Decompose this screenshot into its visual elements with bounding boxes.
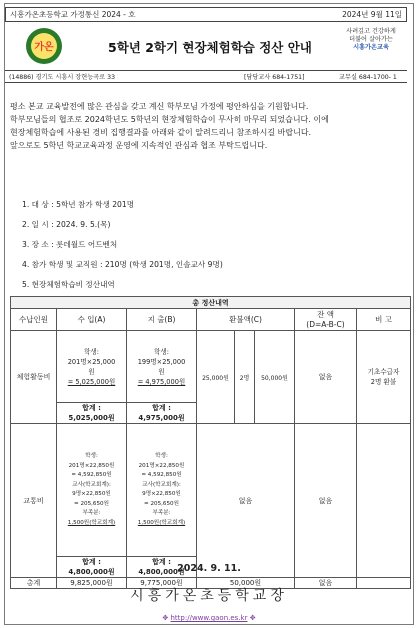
line: = 4,592,850원	[141, 472, 182, 478]
school-principal-signature: 시흥가온초등학교장	[130, 588, 288, 604]
line: 학생:	[154, 347, 169, 356]
newsletter-header	[5, 7, 407, 22]
row-label-activity: 체험활동비	[11, 331, 57, 424]
header-expense: 지 출(B)	[127, 309, 197, 331]
website-url[interactable]: http://www.gaon.es.kr	[170, 614, 248, 622]
document-title: 5학년 2학기 현장체험학습 정산 안내	[108, 40, 312, 55]
line: = 5,025,000원	[67, 377, 116, 386]
line: 9명×22,850원	[142, 491, 181, 497]
line: 학생:	[155, 453, 168, 459]
cell-refund-count: 2명	[235, 331, 255, 424]
line: 원	[158, 367, 165, 376]
header-balance: 잔 액 (D=A-B-C)	[295, 309, 357, 331]
cell-activity-income	[57, 331, 127, 403]
newsletter-number: 시흥가온초등학교 가정통신 2024 - 호	[10, 10, 136, 19]
cell-transport-balance: 없음	[295, 424, 357, 578]
sum-value: 4,975,000원	[138, 414, 185, 422]
line: 201명×25,000	[67, 357, 116, 366]
line: 기초수급자	[367, 368, 400, 376]
cell-activity-expense-sum	[127, 403, 197, 424]
line: 교사(학교회계):	[142, 481, 181, 488]
info-target: 1. 대 상 : 5학년 참가 학생 201명	[22, 200, 135, 209]
line: 부족분:	[152, 510, 171, 516]
intro-line: 평소 본교 교육발전에 많은 관심을 갖고 계신 학부모님 가정에 평안하심을 기원합니다.	[10, 102, 309, 111]
cell-total-balance: 없음	[295, 578, 357, 589]
header-refund: 환불액(C)	[197, 309, 295, 331]
cell-activity-expense	[127, 331, 197, 403]
info-place: 3. 장 소 : 롯데월드 어드벤처	[22, 240, 118, 249]
teacher-contact: [담당교사 684-1751]	[244, 74, 305, 81]
cell-activity-balance: 없음	[295, 331, 357, 424]
newsletter-date: 2024년 9월 11일	[342, 10, 402, 19]
cell-activity-income-sum	[57, 403, 127, 424]
school-logo	[25, 27, 63, 65]
school-slogan	[341, 28, 401, 52]
intro-line: 현장체험학습에 사용된 경비 집행결과를 아래와 같이 알려드리니 참조하시길 바랍니다.	[10, 128, 312, 137]
table-band-title: 총 정산내역	[11, 297, 411, 309]
sum-value: 4,800,000원	[68, 568, 115, 576]
line: 2명 환불	[370, 378, 397, 386]
svg-text:가온: 가온	[34, 42, 54, 53]
line: = 4,975,000원	[137, 377, 186, 386]
info-settlement-heading: 5. 현장체험학습비 정산내역	[22, 280, 115, 289]
cell-refund-total: 50,000원	[255, 331, 295, 424]
cell-activity-note	[357, 331, 411, 424]
slogan-line: 사려깊고 건강하게	[346, 28, 396, 35]
line: 1,500원(학교회계)	[137, 519, 186, 526]
link-bullet-icon: ✥	[247, 614, 256, 622]
sum-label: 합계 :	[82, 558, 101, 566]
header-note: 비 고	[357, 309, 411, 331]
slogan-line: 더불어 살아가는	[349, 36, 393, 43]
issue-date: 2024. 9. 11.	[177, 563, 241, 574]
row-label-total: 총계	[11, 578, 57, 589]
line: 원	[88, 367, 95, 376]
line: 교사(학교회계):	[72, 481, 111, 488]
cell-refund-unit: 25,000원	[197, 331, 235, 424]
header-enrollment: 수납인원	[11, 309, 57, 331]
sum-value: 4,800,000원	[138, 568, 185, 576]
link-bullet-icon: ✥	[162, 614, 171, 622]
settlement-table	[10, 296, 411, 589]
line: 9명×22,850원	[72, 491, 111, 497]
header-income: 수 입(A)	[57, 309, 127, 331]
intro-line: 학부모님들의 협조로 2024학년도 5학년의 현장체험학습이 무사히 마무리 되었습니다. 이에	[10, 115, 329, 124]
info-participants: 4. 참가 학생 및 교직원 : 210명 (학생 201명, 인솔교사 9명)	[22, 260, 223, 269]
sum-label: 합계 :	[152, 404, 171, 412]
line: 201명×22,850원	[138, 462, 185, 469]
sum-label: 합계 :	[152, 558, 171, 566]
cell-transport-expense	[127, 424, 197, 557]
title-row	[5, 24, 407, 68]
cell-transport-refund: 없음	[197, 424, 295, 578]
address-strip	[5, 70, 407, 83]
line: 199명×25,000	[137, 357, 186, 366]
line: = 205,650원	[73, 500, 109, 507]
cell-transport-note	[357, 424, 411, 578]
sum-label: 합계 :	[82, 404, 101, 412]
info-date: 2. 일 시 : 2024. 9. 5.(목)	[22, 220, 111, 229]
office-contact: 교무실 684-1700- 1	[339, 74, 397, 81]
sum-value: 5,025,000원	[68, 414, 115, 422]
cell-total-income: 9,825,000원	[57, 578, 127, 589]
intro-line: 앞으로도 5학년 학교교육과정 운영에 지속적인 관심과 협조 부탁드립니다.	[10, 141, 268, 150]
cell-transport-income	[57, 424, 127, 557]
school-address: (14886) 경기도 시흥시 장현능곡로 33	[9, 74, 115, 81]
intro-paragraph	[10, 100, 410, 152]
cell-total-expense: 9,775,000원	[127, 578, 197, 589]
row-label-transport: 교통비	[11, 424, 57, 578]
line: 201명×22,850원	[68, 462, 115, 469]
school-website-link[interactable]	[0, 614, 418, 622]
line: = 205,650원	[143, 500, 179, 507]
info-list	[22, 195, 223, 295]
line: = 4,592,850원	[71, 472, 112, 478]
line: 학생:	[84, 347, 99, 356]
slogan-line: 시흥가온교육	[353, 44, 389, 51]
line: 1,500원(학교회계)	[67, 519, 116, 526]
cell-total-refund: 50,000원	[197, 578, 295, 589]
line: 학생:	[85, 453, 98, 459]
line: 부족분:	[82, 510, 101, 516]
